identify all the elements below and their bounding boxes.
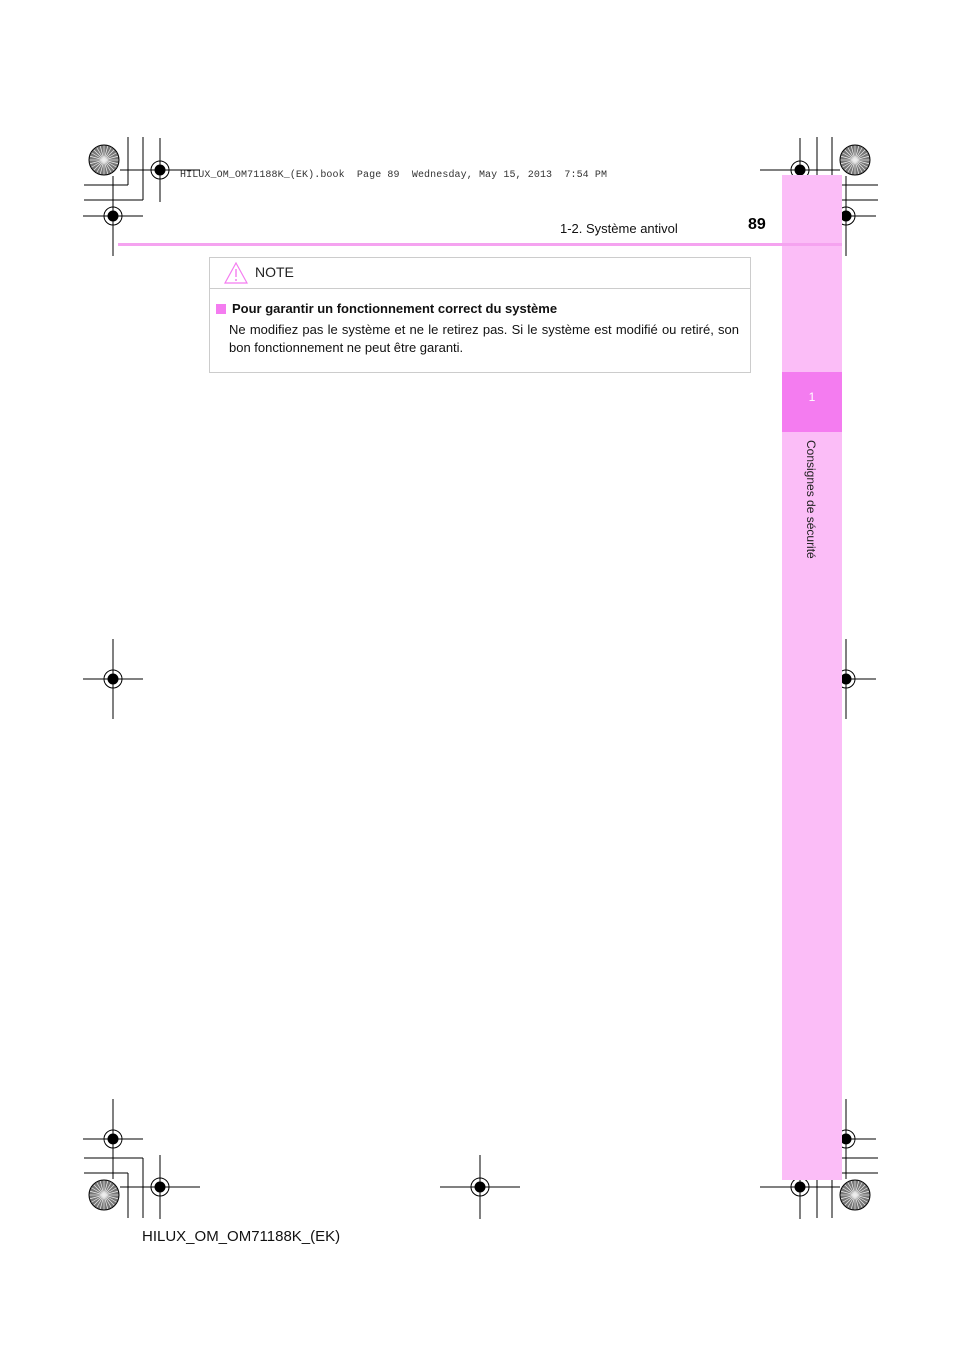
note-title-text: Pour garantir un fonctionnement correct du système [232,301,558,316]
section-title: 1-2. Système antivol [560,221,678,236]
note-body: Ne modifiez pas le système et ne le retirez pas. Si le système est modifié ou retiré, son bon fonctionnement ne peut être garanti. [229,322,739,355]
note-header [210,258,750,289]
warning-triangle-icon [224,262,248,284]
note-box [209,257,751,373]
chapter-number: 1 [808,390,816,404]
header-rule [118,243,842,246]
chapter-title: Consignes de sécurité [804,440,818,559]
footer-code: HILUX_OM_OM71188K_(EK) [142,1228,341,1245]
page-number: 89 [748,216,766,233]
book-info-slug: HILUX_OM_OM71188K_(EK).book Page 89 Wednesday, May 15, 2013 7:54 PM [180,170,608,181]
chapter-side-tab [782,175,842,1180]
square-bullet-icon [216,304,226,314]
note-title [216,301,557,316]
note-label: NOTE [255,264,294,280]
